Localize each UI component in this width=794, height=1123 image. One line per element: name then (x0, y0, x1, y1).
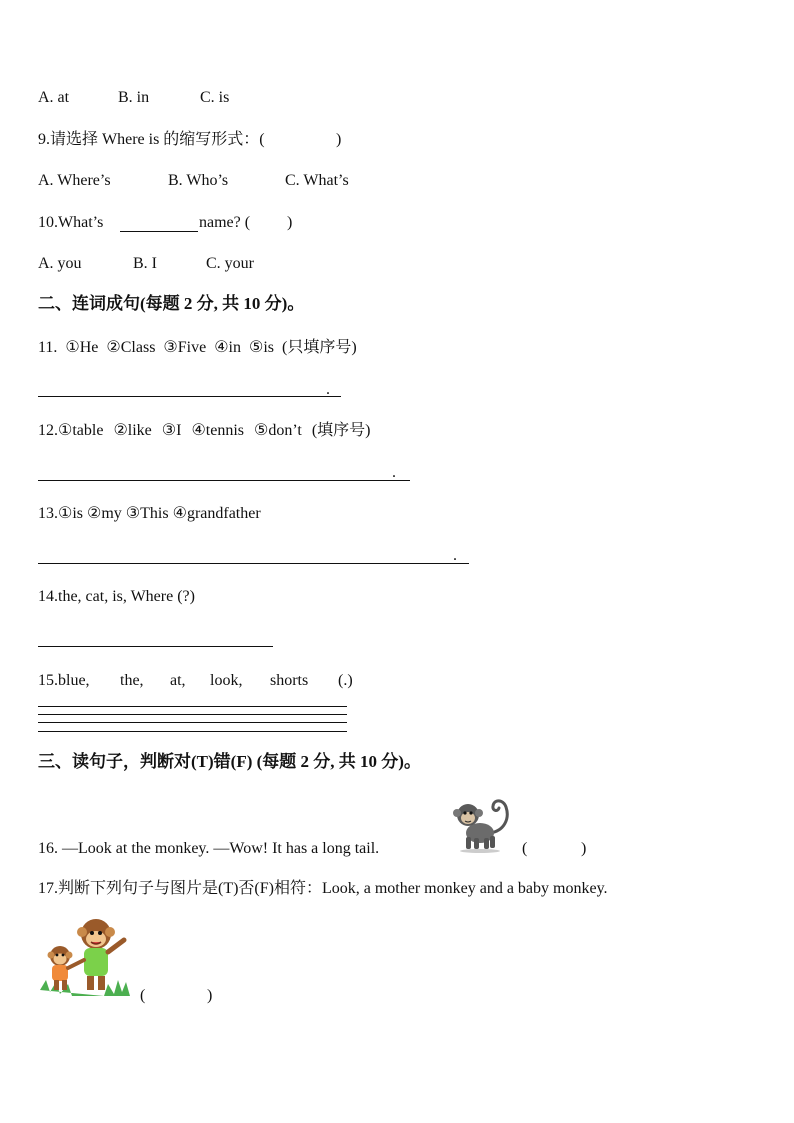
q14-text: 14.the, cat, is, Where (?) (38, 588, 195, 605)
q10-option-b[interactable]: B. I (133, 255, 157, 272)
q17-text: 17.判断下列句子与图片是(T)否(F)相符：Look, a mother monkey and a baby monkey. (38, 880, 608, 897)
mother-baby-monkey-illustration (38, 910, 134, 1000)
q15-word: look, (210, 672, 243, 689)
q12-period: . (392, 464, 396, 481)
q12-answer-line[interactable] (38, 480, 410, 481)
q16-paren-close: ) (581, 840, 587, 857)
q15-answer-line-4[interactable] (38, 731, 347, 732)
q15-word: 15.blue, (38, 672, 90, 689)
q10-option-a[interactable]: A. you (38, 255, 82, 272)
section2-title: 二、连词成句(每题 2 分, 共 10 分)。 (38, 294, 305, 313)
section3-title: 三、读句子，判断对(T)错(F) (每题 2 分, 共 10 分)。 (38, 752, 421, 771)
q15-answer-line-1[interactable] (38, 706, 347, 707)
q17-paren-close: ) (207, 987, 213, 1004)
q9-option-c[interactable]: C. What’s (285, 172, 349, 189)
q16-answer-blank[interactable] (533, 856, 577, 857)
monkey-illustration (446, 793, 512, 855)
q10-post: name? ( (199, 214, 251, 231)
q17-paren-open: ( (140, 987, 146, 1004)
q13-answer-line[interactable] (38, 563, 469, 564)
q8-option-c[interactable]: C. is (200, 89, 230, 106)
q8-option-a[interactable]: A. at (38, 89, 70, 106)
q10-option-c[interactable]: C. your (206, 255, 254, 272)
q17-answer-blank[interactable] (150, 1003, 202, 1004)
q9-paren-close: ) (336, 131, 342, 148)
q15-answer-line-2[interactable] (38, 714, 347, 715)
q9-stem: 9.请选择 Where is 的缩写形式：( (38, 131, 265, 148)
q16-text: 16. —Look at the monkey. —Wow! It has a long tail. (38, 840, 380, 857)
q15-word: at, (170, 672, 186, 689)
q11-answer-line[interactable] (38, 396, 341, 397)
q9-option-b[interactable]: B. Who’s (168, 172, 229, 189)
q16-paren-open: ( (522, 840, 528, 857)
q13-period: . (453, 547, 457, 564)
q10-paren-close: ) (287, 214, 293, 231)
q15-answer-line-3[interactable] (38, 722, 347, 723)
q15-word: shorts (270, 672, 309, 689)
q11-text: 11. ①He ②Class ③Five ④in ⑤is (只填序号) (38, 339, 357, 356)
q13-text: 13.①is ②my ③This ④grandfather (38, 505, 261, 522)
q15-word: (.) (338, 672, 353, 689)
q14-answer-line[interactable] (38, 646, 273, 647)
q11-period: . (326, 381, 330, 398)
q9-option-a[interactable]: A. Where’s (38, 172, 111, 189)
q12-text: 12.①table ②like ③I ④tennis ⑤don’t (填序号) (38, 422, 371, 439)
q15-word: the, (120, 672, 144, 689)
q10-pre: 10.What’s (38, 214, 104, 231)
q10-blank[interactable] (120, 231, 198, 232)
q8-option-b[interactable]: B. in (118, 89, 150, 106)
